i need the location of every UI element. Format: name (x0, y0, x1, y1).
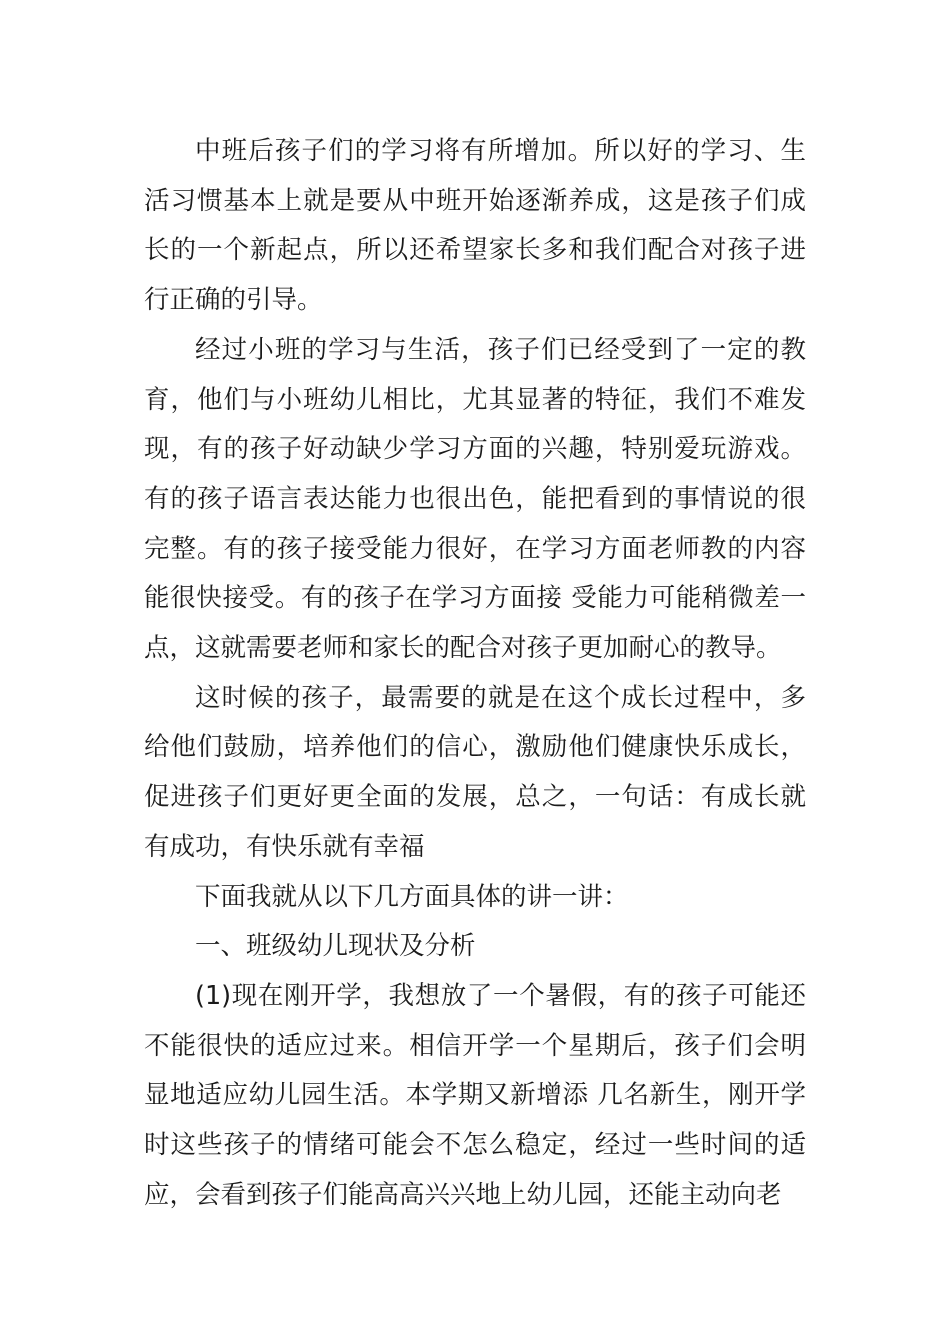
paragraph-5: (1)现在刚开学，我想放了一个暑假，有的孩子可能还不能很快的适应过来。相信开学一个星期后，孩子们会明显地适应幼儿园生活。本学期又新增添 几名新生，刚开学时这些孩子的情绪可能会不怎么稳定，经过一些时间的适应，会看到孩子们能高高兴兴地上幼儿园，还能主动向老 (144, 980, 806, 1210)
paragraph-4: 下面我就从以下几方面具体的讲一讲： (195, 881, 629, 912)
paragraph-1: 中班后孩子们的学习将有所增加。所以好的学习、生活习惯基本上就是要从中班开始逐渐养成，这是孩子们成长的一个新起点，所以还希望家长多和我们配合对孩子进行正确的引导。 (144, 136, 806, 316)
section-heading: 一、班级幼儿现状及分析 (195, 931, 476, 962)
paragraph-3: 这时候的孩子，最需要的就是在这个成长过程中，多给他们鼓励，培养他们的信心，激励他们健康快乐成长，促进孩子们更好更全面的发展，总之，一句话：有成长就有成功，有快乐就有幸福 (144, 682, 806, 862)
paragraph-2: 经过小班的学习与生活，孩子们已经受到了一定的教育，他们与小班幼儿相比，尤其显著的特征，我们不难发现，有的孩子好动缺少学习方面的兴趣，特别爱玩游戏。有的孩子语言表达能力也很出色，能把看到的事情说的很完整。有的孩子接受能力很好，在学习方面老师教的内容能很快接受。有的孩子在学习方面接 受能力可能稍微差一点，这就需要老师和家长的配合对孩子更加耐心的教导。 (144, 334, 806, 664)
document-body (144, 127, 806, 1220)
